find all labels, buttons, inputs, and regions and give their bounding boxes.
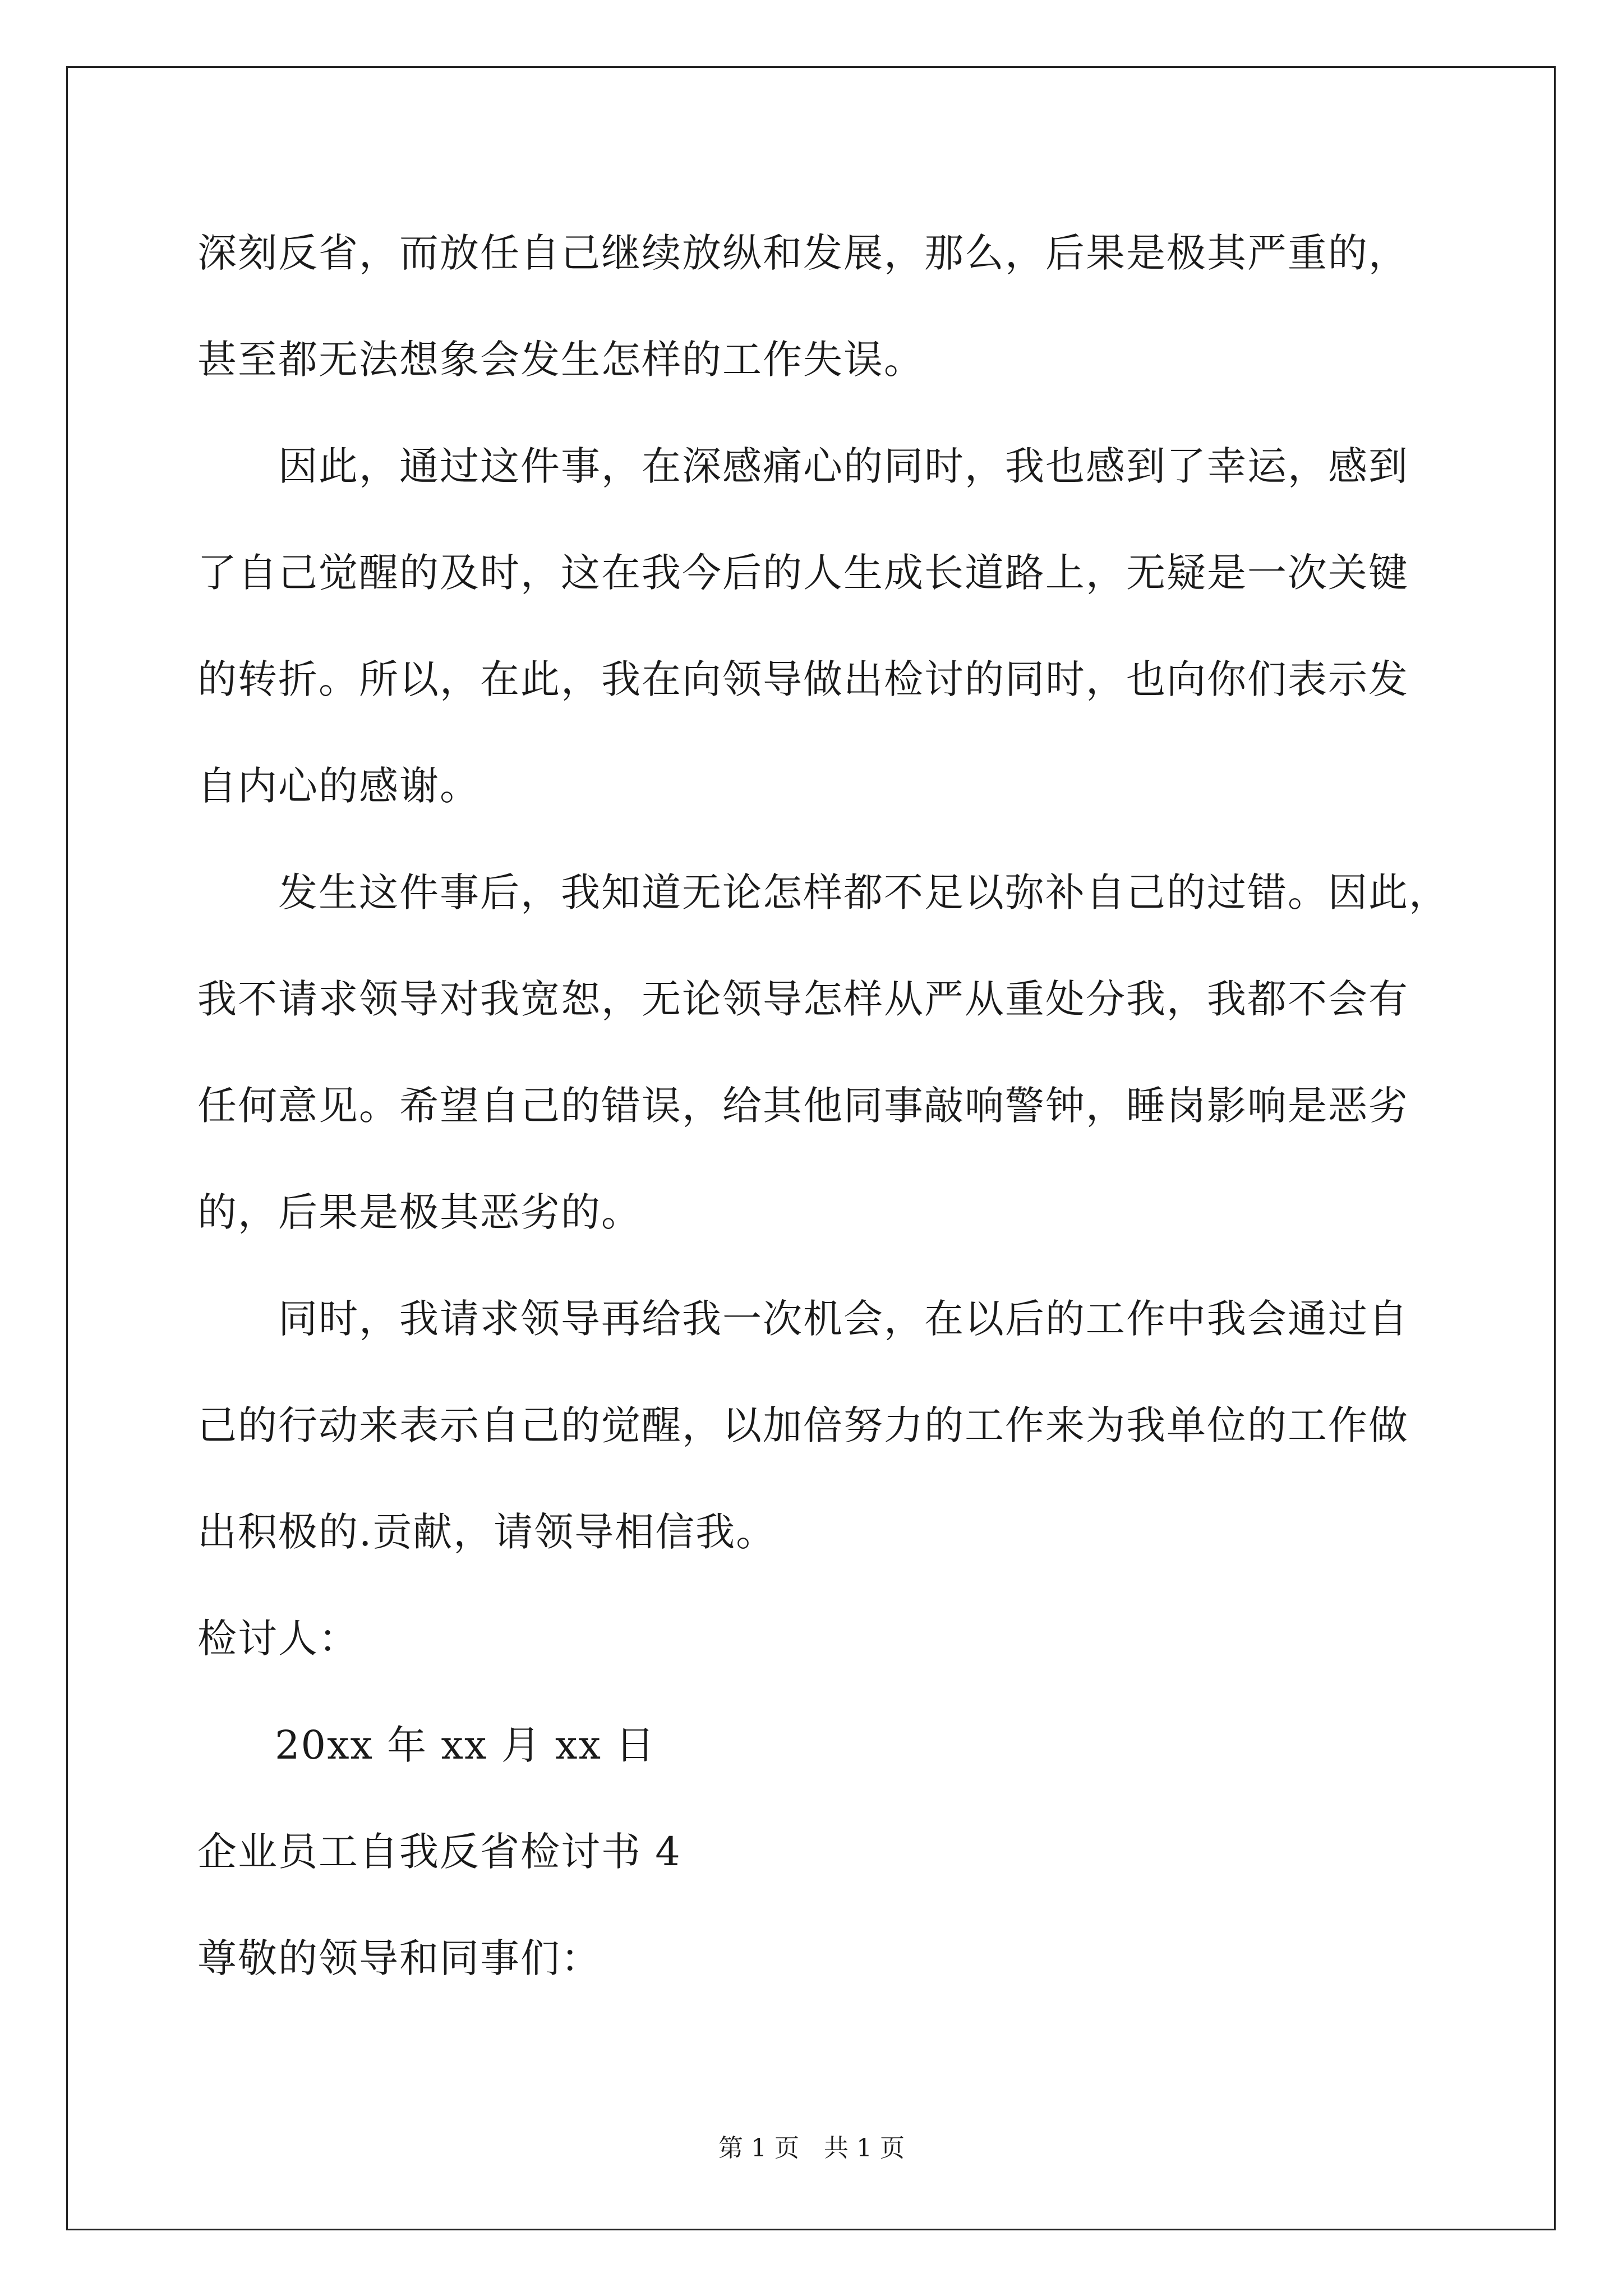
paragraph-start-line: 同时，我请求领导再给我一次机会，在以后的工作中我会通过自 [278, 1296, 1409, 1342]
signer-label: 检讨人： [197, 1616, 359, 1662]
paragraph-start-line: 发生这件事后，我知道无论怎样都不足以弥补自己的过错。因此， [278, 869, 1449, 915]
text-line: 我不请求领导对我宽恕，无论领导怎样从严从重处分我，我都不会有 [197, 976, 1409, 1022]
page-border [66, 66, 1556, 2230]
date-line: 20xx 年 xx 月 xx 日 [275, 1722, 656, 1768]
paragraph-start-line: 因此，通过这件事，在深感痛心的同时，我也感到了幸运，感到 [278, 443, 1409, 489]
text-line: 自内心的感谢。 [197, 763, 480, 809]
text-line: 深刻反省，而放任自己继续放纵和发展，那么，后果是极其严重的， [197, 230, 1409, 276]
text-line: 了自己觉醒的及时，这在我今后的人生成长道路上，无疑是一次关键 [197, 550, 1409, 596]
section-title: 企业员工自我反省检讨书 4 [197, 1829, 681, 1875]
text-line: 出积极的.贡献，请领导相信我。 [197, 1509, 777, 1555]
salutation: 尊敬的领导和同事们： [197, 1935, 601, 1981]
text-line: 己的行动来表示自己的觉醒，以加倍努力的工作来为我单位的工作做 [197, 1402, 1409, 1448]
text-line: 的，后果是极其恶劣的。 [197, 1189, 642, 1235]
text-line: 甚至都无法想象会发生怎样的工作失误。 [197, 337, 924, 383]
page-footer: 第 1 页 共 1 页 [718, 2134, 905, 2162]
text-line: 的转折。所以，在此，我在向领导做出检讨的同时，也向你们表示发 [197, 656, 1409, 702]
text-line: 任何意见。希望自己的错误，给其他同事敲响警钟，睡岗影响是恶劣 [197, 1083, 1409, 1129]
